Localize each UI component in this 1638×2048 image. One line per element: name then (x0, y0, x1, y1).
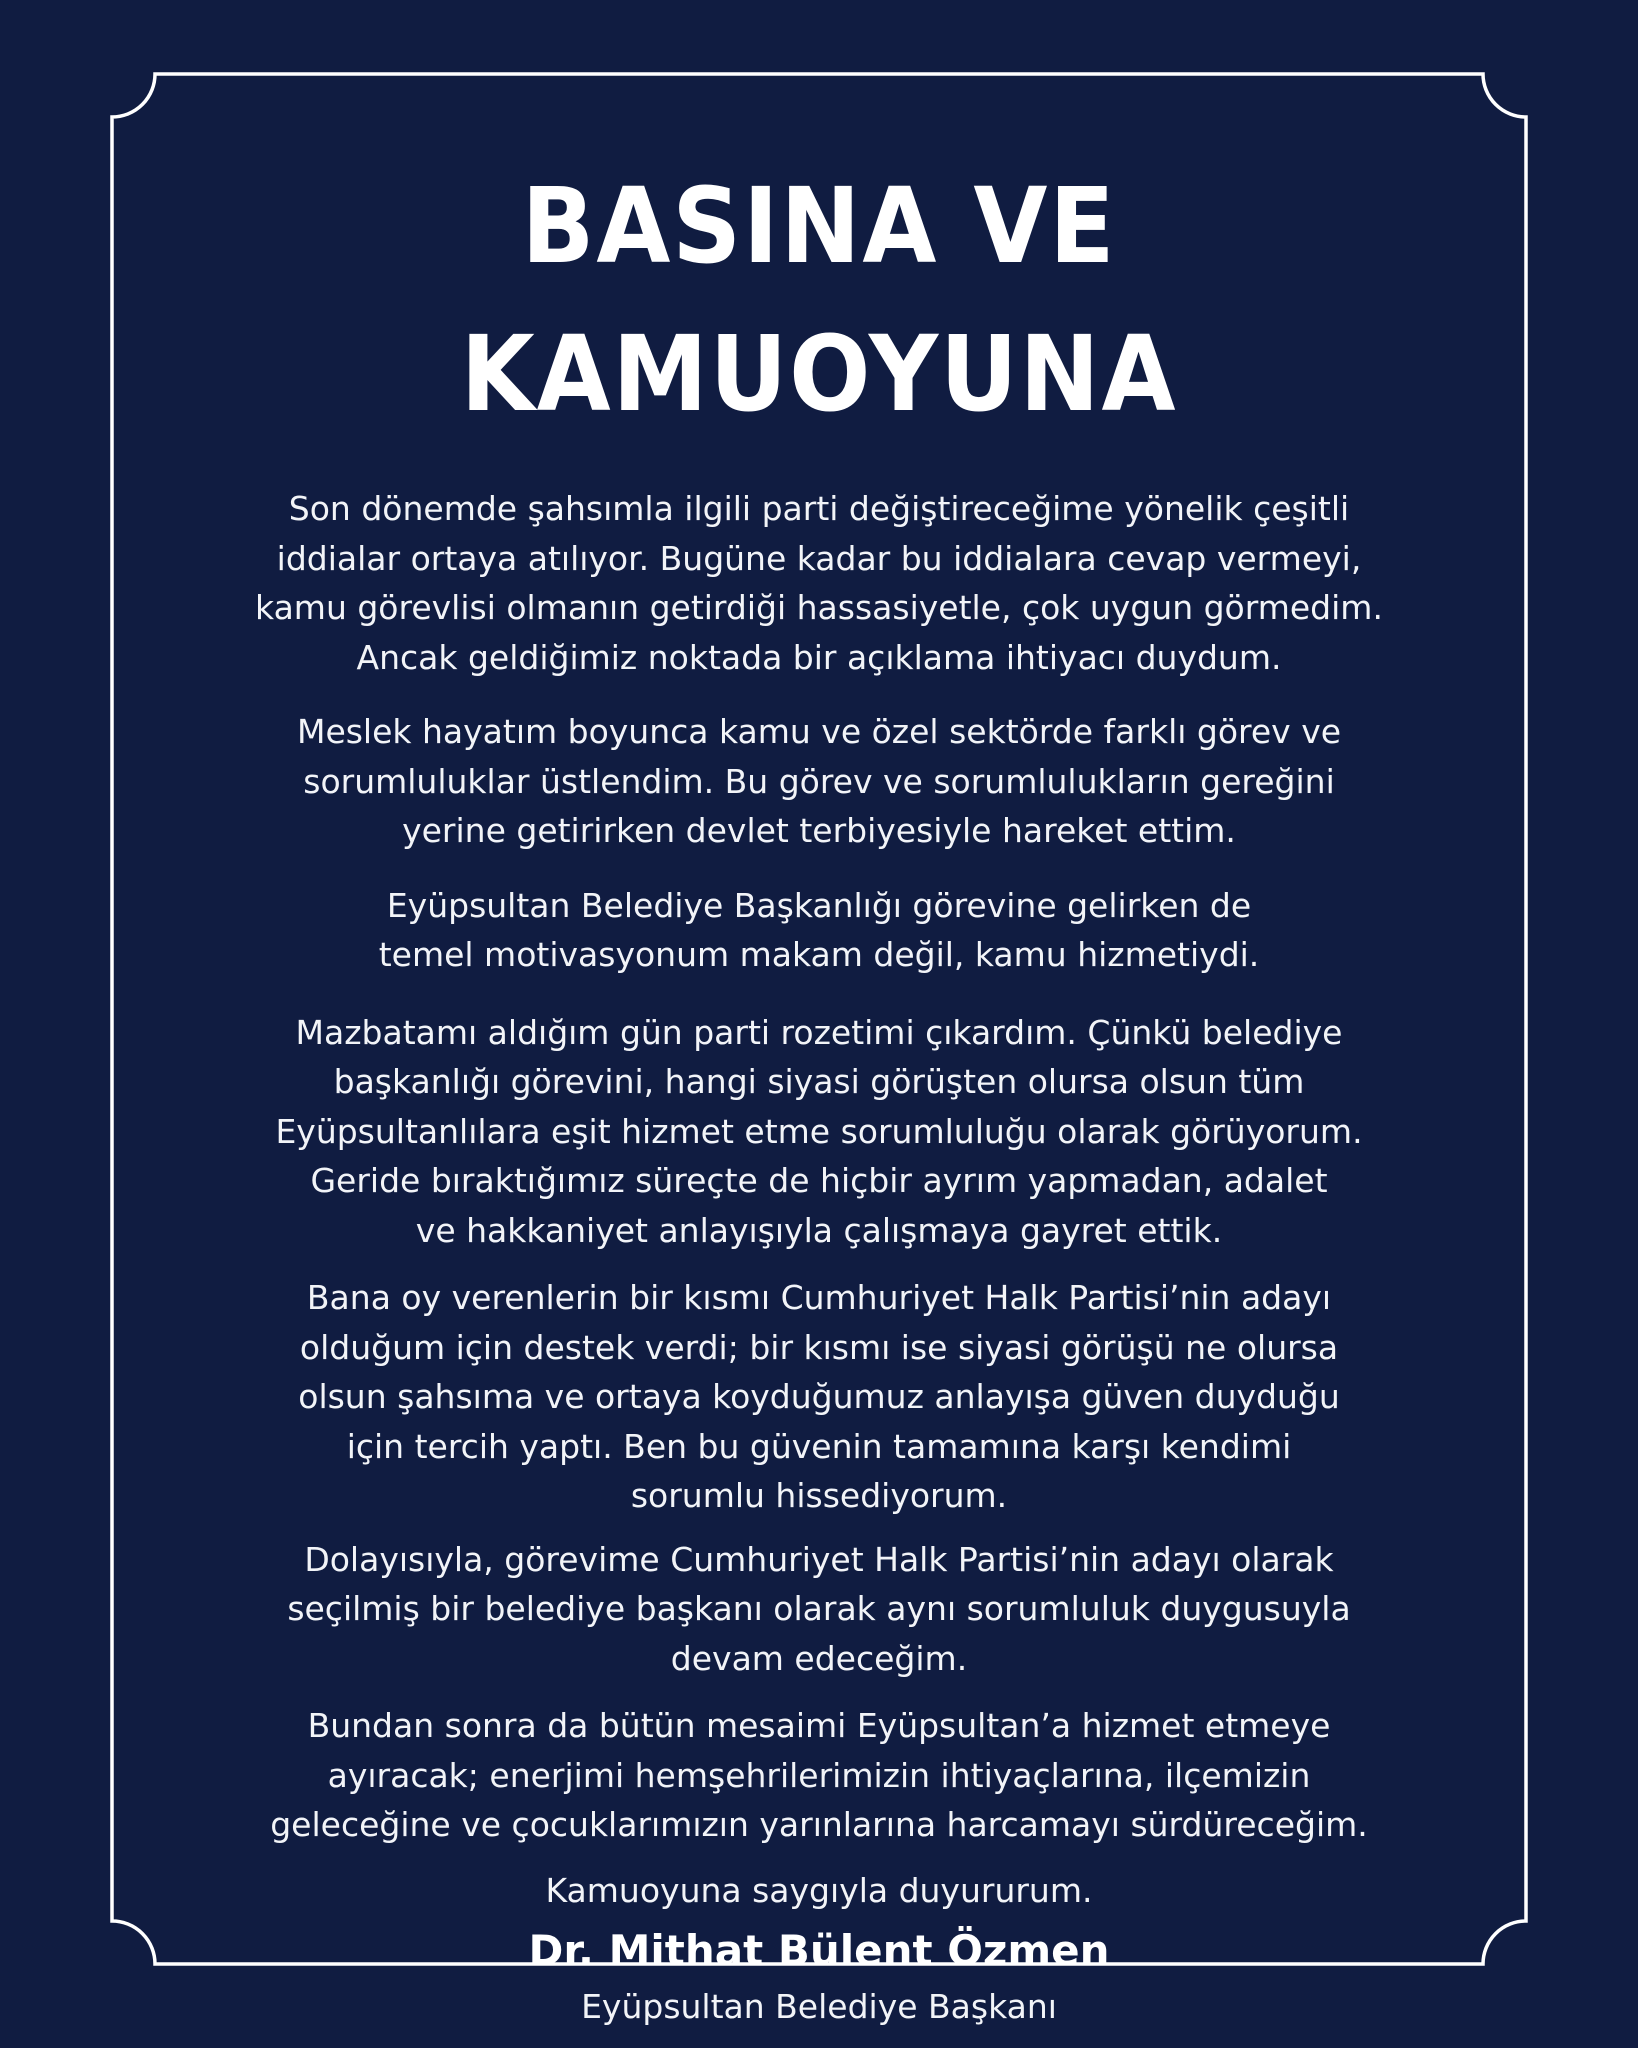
paragraph: Mazbatamı aldığım gün parti rozetimi çıkardım. Çünkü belediye başkanlığı görevini, hangi siyasi görüşten olursa olsun tüm Eyüpsultanlılara eşit hizmet etme sorumluluğu olarak görüyorum. Geride bıraktığımız süreçte de hiçbir ayrım yapmadan, adalet ve hakkaniyet anlayışıyla çalışmaya gayret ettik. (275, 1012, 1363, 1250)
page-title: BASINA VE KAMUOYUNA (460, 165, 1178, 435)
paragraph: Bundan sonra da bütün mesaimi Eyüpsultan’a hizmet etmeye ayıracak; enerjimi hemşehrilerimizin ihtiyaçlarına, ilçemizin geleceğine ve çocuklarımızın yarınlarına harcamayı sürdüreceğim. (270, 1706, 1368, 1844)
statement-body (150, 484, 1488, 1850)
signature-name: Dr. Mithat Bülent Özmen (528, 1926, 1110, 1975)
paragraph: Dolayısıyla, görevime Cumhuriyet Halk Partisi’nin adayı olarak seçilmiş bir belediye başkanı olarak aynı sorumluluk duygusuyla devam edeceğim. (287, 1539, 1351, 1678)
press-statement (150, 130, 1488, 2026)
signature-title: Eyüpsultan Belediye Başkanı (581, 1987, 1057, 2026)
paragraph: Meslek hayatım boyunca kamu ve özel sektörde farklı görev ve sorumluluklar üstlendim. Bu görev ve sorumlulukların gereğini yerine getirirken devlet terbiyesiyle hareket ettim. (296, 712, 1342, 850)
closing-line: Kamuoyuna saygıyla duyururum. (545, 1870, 1093, 1910)
paragraph: Eyüpsultan Belediye Başkanlığı görevine gelirken de temel motivasyonum makam değil, kamu hizmetiydi. (378, 885, 1260, 974)
paragraph: Son dönemde şahsımla ilgili parti değiştireceğime yönelik çeşitli iddialar ortaya atılıyor. Bugüne kadar bu iddialara cevap vermeyi, kamu görevlisi olmanın getirdiği hassasiyetle, çok uygun görmedim. Ancak geldiğimiz noktada bir açıklama ihtiyacı duydum. (255, 489, 1383, 677)
paragraph: Bana oy verenlerin bir kısmı Cumhuriyet Halk Partisi’nin adayı olduğum için destek verdi; bir kısmı ise siyasi görüşü ne olursa olsun şahsıma ve ortaya koyduğumuz anlayışa güven duyduğu için tercih yaptı. Ben bu güvenin tamamına karşı kendimi sorumlu hissediyorum. (298, 1278, 1340, 1515)
